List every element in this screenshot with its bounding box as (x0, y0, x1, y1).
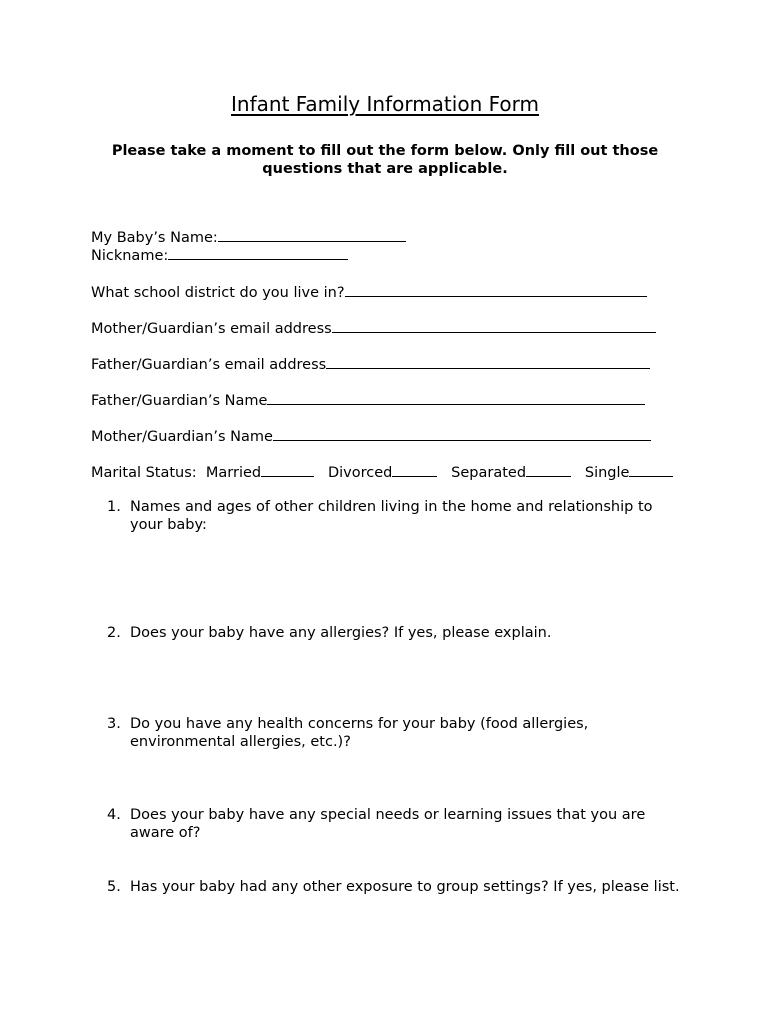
father-name-field[interactable] (267, 390, 645, 405)
father-email-field[interactable] (326, 354, 650, 369)
form-title: Infant Family Information Form (231, 92, 539, 116)
mother-email-field[interactable] (332, 318, 656, 333)
father-email-label: Father/Guardian’s email address (91, 357, 327, 373)
baby-name-row (91, 227, 406, 247)
question-number: 2. (107, 625, 121, 641)
separated-label: Separated (451, 465, 527, 481)
father-name-label: Father/Guardian’s Name (91, 393, 268, 409)
single-label: Single (584, 465, 630, 481)
marital-status-label: Marital Status: (91, 465, 197, 481)
form-instructions: Please take a moment to fill out the form below. Only fill out those questions that are applicable. (111, 143, 659, 177)
question-3 (107, 715, 687, 751)
divorced-field[interactable] (392, 462, 437, 477)
nickname-label: Nickname: (91, 248, 169, 264)
question-text: Do you have any health concerns for your baby (food allergies, environmental allergies, etc.)? (130, 716, 589, 750)
mother-name-label: Mother/Guardian’s Name (91, 429, 273, 445)
single-field[interactable] (629, 462, 673, 477)
nickname-field[interactable] (168, 245, 348, 260)
question-4 (107, 806, 687, 842)
married-label: Married (205, 465, 262, 481)
question-number: 4. (107, 807, 121, 823)
question-text: Has your baby had any other exposure to group settings? If yes, please list. (130, 879, 680, 895)
mother-name-field[interactable] (273, 426, 651, 441)
question-text: Does your baby have any special needs or learning issues that you are aware of? (130, 807, 646, 841)
school-district-row (91, 282, 647, 302)
married-field[interactable] (261, 462, 314, 477)
question-2 (107, 624, 687, 642)
school-district-label: What school district do you live in? (91, 285, 345, 301)
mother-email-label: Mother/Guardian’s email address (91, 321, 332, 337)
marital-status-row (91, 462, 673, 482)
father-name-row (91, 390, 645, 410)
question-text: Does your baby have any allergies? If yes, please explain. (130, 625, 552, 641)
father-email-row (91, 354, 650, 374)
question-number: 3. (107, 716, 121, 732)
baby-name-field[interactable] (218, 227, 406, 242)
question-number: 1. (107, 499, 121, 515)
separated-field[interactable] (526, 462, 571, 477)
question-number: 5. (107, 879, 121, 895)
mother-name-row (91, 426, 651, 446)
baby-name-label: My Baby’s Name: (91, 230, 218, 246)
divorced-label: Divorced (327, 465, 393, 481)
mother-email-row (91, 318, 656, 338)
question-5 (107, 878, 687, 896)
question-text: Names and ages of other children living in the home and relationship to your baby: (130, 499, 653, 533)
question-1 (107, 498, 687, 534)
nickname-row (91, 245, 348, 265)
school-district-field[interactable] (345, 282, 647, 297)
